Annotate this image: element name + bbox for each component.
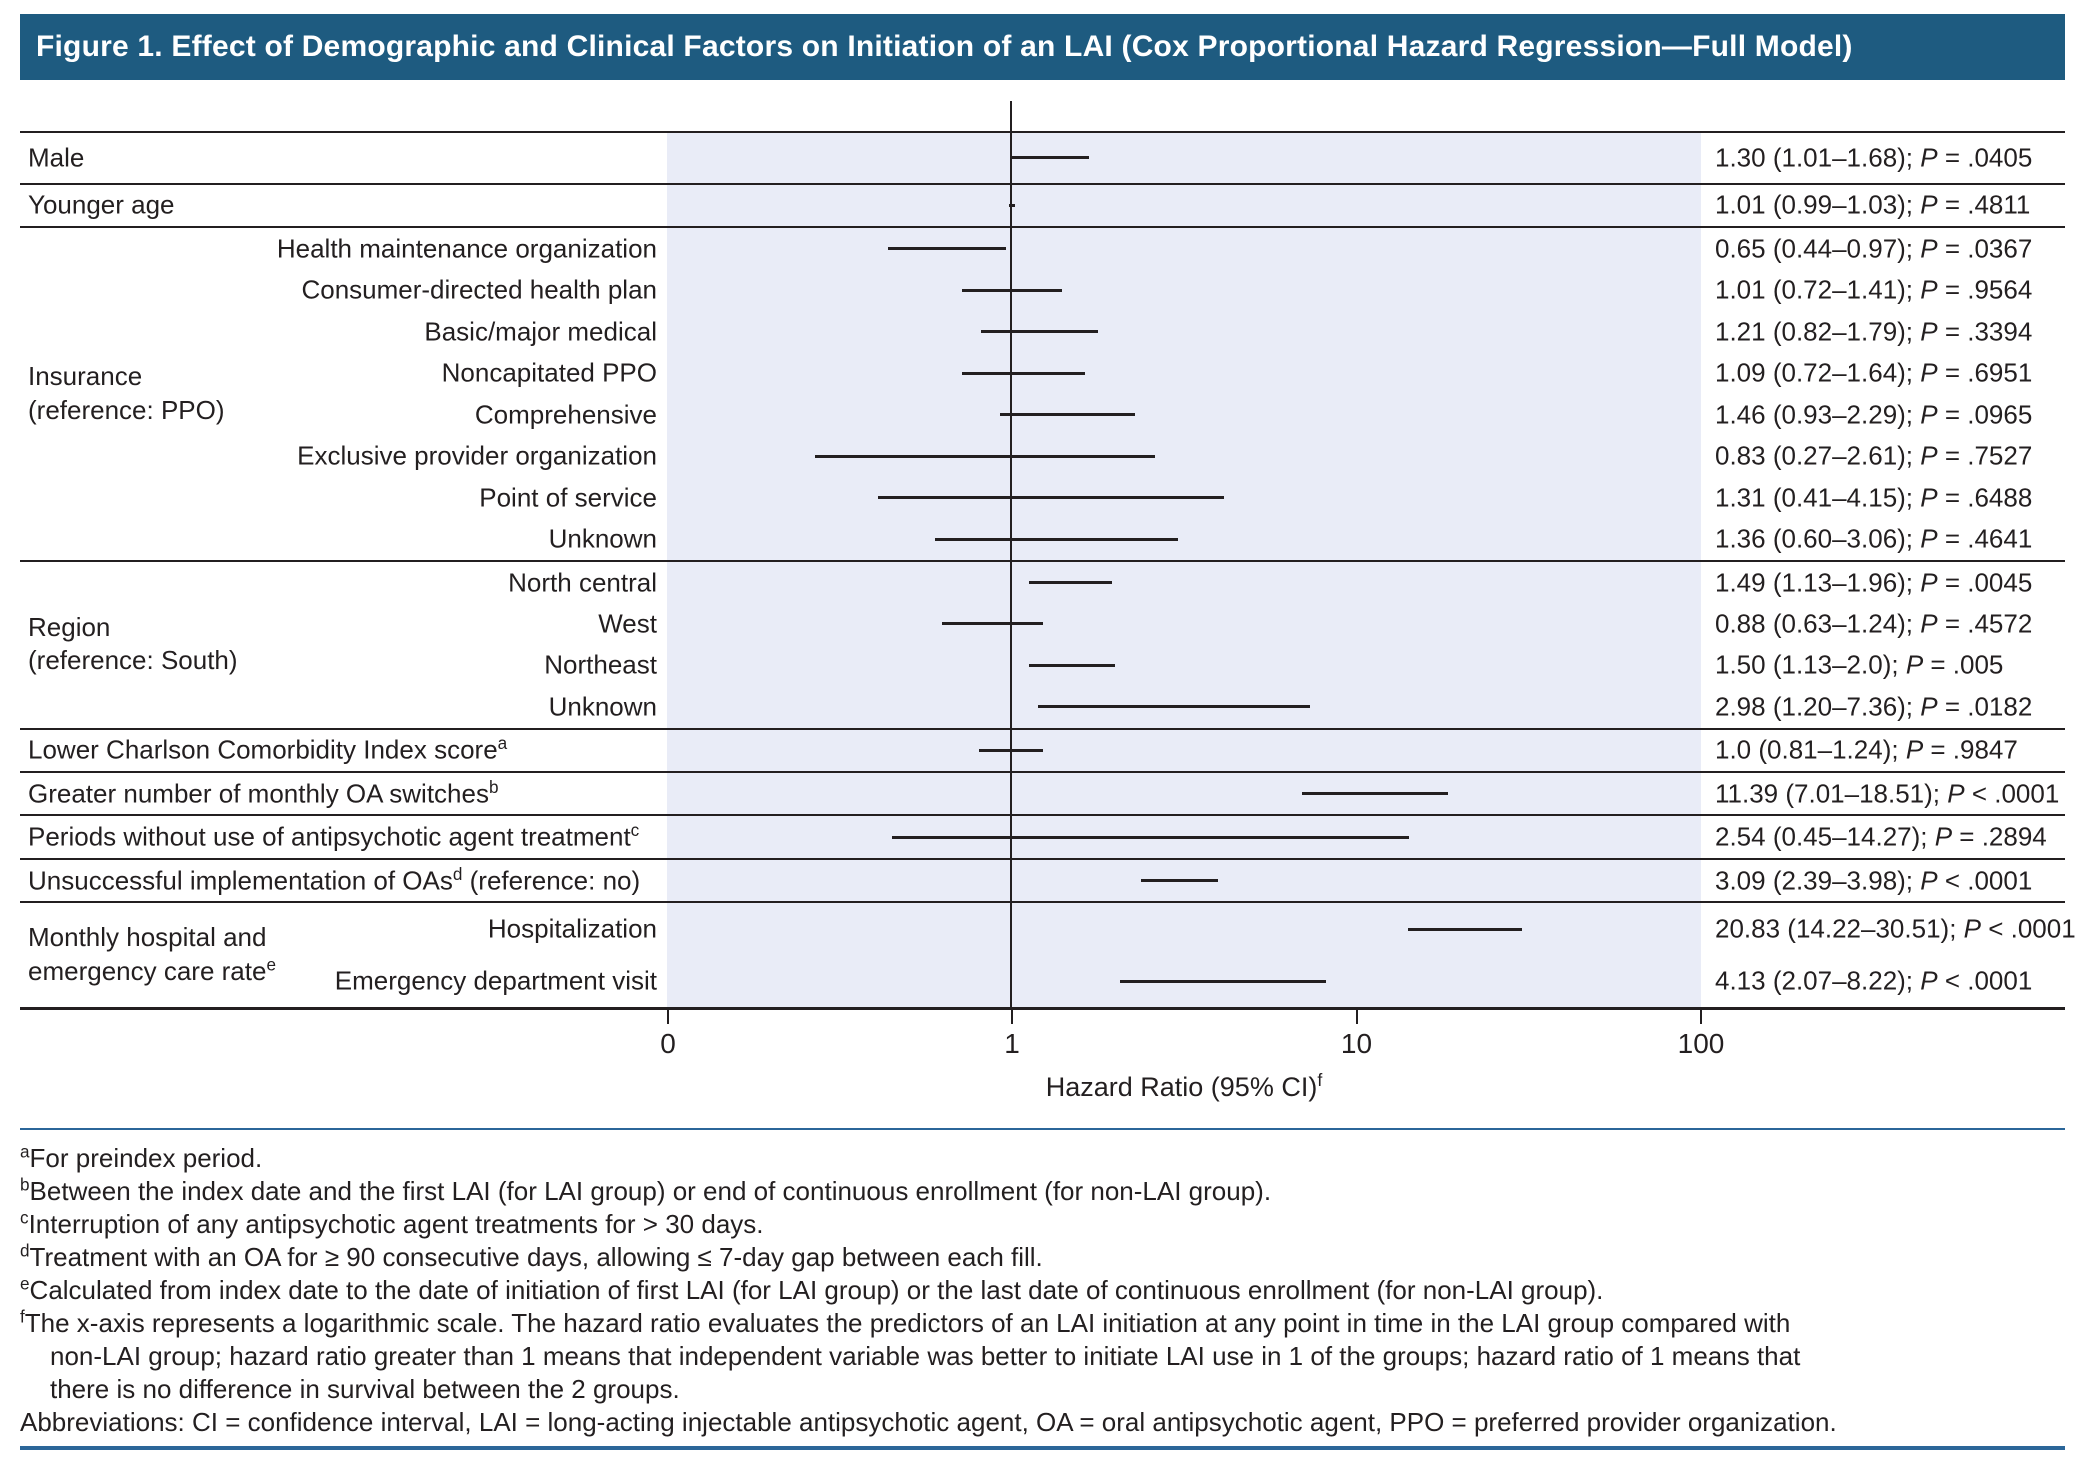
axis-tick (1011, 1010, 1013, 1024)
stat-text: 1.31 (0.41–4.15); P = .6488 (1715, 482, 2033, 513)
row-label: Point of service (479, 482, 657, 513)
group-label: Insurance (reference: PPO) (28, 361, 225, 425)
hr-marker (979, 611, 1005, 637)
stat-text: 0.88 (0.63–1.24); P = .4572 (1715, 608, 2033, 639)
reference-line-hr1 (1010, 101, 1012, 1007)
stat-text: 2.98 (1.20–7.36); P = .0182 (1715, 691, 2033, 722)
divider-rule-bottom (20, 1446, 2065, 1450)
hr-marker (1059, 652, 1085, 678)
footnote-line: there is no difference in survival between the 2 groups. (50, 1374, 680, 1404)
row-label: West (598, 608, 657, 639)
axis-tick-label: 10 (1340, 1028, 1373, 1059)
forest-row (20, 860, 2065, 901)
forest-row (20, 903, 2076, 955)
divider-rule-top (20, 1128, 2065, 1130)
figure-title-bar (20, 14, 2065, 80)
row-label: Hospitalization (487, 913, 657, 944)
forest-plot (20, 131, 2076, 1010)
hr-marker (1038, 485, 1064, 511)
row-label: Emergency department visit (334, 965, 657, 996)
footnote-line: $^e$Calculated from index date to the date of initiation of first LAI (for LAI group) or the last date of continuous enrollment (for non-LAI group). (20, 1273, 1604, 1305)
forest-row (20, 773, 2065, 814)
stat-text: 1.0 (0.81–1.24); P = .9847 (1715, 734, 2018, 765)
forest-section (20, 226, 2065, 560)
hr-marker (1167, 868, 1193, 894)
hr-marker (1027, 319, 1053, 345)
forest-section (20, 133, 2065, 183)
axis-tick (667, 1010, 669, 1024)
stat-text: 1.30 (1.01–1.68); P = .0405 (1715, 142, 2033, 173)
hr-marker (1011, 360, 1037, 386)
footnote-line: $^a$For preindex period. (20, 1141, 263, 1173)
group-label: Region (reference: South) (28, 611, 238, 676)
forest-row (20, 270, 2065, 311)
row-label: Male (28, 142, 85, 173)
hr-marker (1055, 402, 1081, 428)
footnote-line: Abbreviations: CI = confidence interval, LAI = long-acting injectable antipsychotic agent, OA = oral antipsychotic agent, PPO = preferred provider organization. (20, 1407, 1837, 1437)
hr-marker (1137, 824, 1163, 850)
x-axis-title-sup: f (1317, 1070, 1323, 1090)
stat-text: 3.09 (2.39–3.98); P < .0001 (1715, 865, 2033, 896)
stat-text: 0.83 (0.27–2.61); P = .7527 (1715, 440, 2033, 471)
row-label: Unknown (548, 523, 657, 554)
forest-row (20, 686, 2065, 727)
hr-marker (999, 192, 1025, 218)
hr-marker (1210, 968, 1236, 994)
hr-marker (970, 443, 996, 469)
stat-text: 1.21 (0.82–1.79); P = .3394 (1715, 316, 2033, 347)
stat-text: 11.39 (7.01–18.51); P < .0001 (1715, 778, 2060, 809)
figure-title: Figure 1. Effect of Demographic and Clinical Factors on Initiation of an LAI (Cox Proportional Hazard Regression—Full Model) (36, 30, 1853, 63)
footnote-line: $^d$Treatment with an OA for ≥ 90 consecutive days, allowing ≤ 7-day gap between each fill. (20, 1240, 1043, 1272)
forest-row (20, 311, 2065, 352)
axis-tick-label: 1 (1004, 1028, 1020, 1059)
axis-tick (1700, 1010, 1702, 1024)
forest-section (20, 728, 2065, 771)
hr-marker (934, 236, 960, 262)
hr-marker (1362, 781, 1388, 807)
forest-row (20, 955, 2065, 1007)
forest-section (20, 901, 2076, 1007)
row-label: Noncapitated PPO (441, 357, 657, 388)
row-label: Lower Charlson Comorbidity Index score$^a$ (28, 733, 508, 765)
x-axis-title (667, 1072, 1701, 1103)
stat-text: 0.65 (0.44–0.97); P = .0367 (1715, 233, 2033, 264)
forest-row (20, 185, 2065, 226)
row-label: Younger age (28, 189, 175, 220)
stat-text: 1.46 (0.93–2.29); P = .0965 (1715, 399, 2033, 430)
row-label: Consumer-directed health plan (301, 274, 657, 305)
stat-text: 2.54 (0.45–14.27); P = .2894 (1715, 821, 2047, 852)
forest-row (20, 730, 2065, 771)
footnote-line: $^c$Interruption of any antipsychotic agent treatments for > 30 days. (20, 1207, 764, 1239)
hr-marker (1037, 145, 1063, 171)
forest-row (20, 133, 2065, 183)
hr-marker (998, 737, 1024, 763)
forest-row (20, 353, 2065, 394)
footnotes-block (20, 1142, 2065, 1439)
forest-section (20, 814, 2065, 857)
forest-row (20, 228, 2065, 269)
footnote-line: $^f$The x-axis represents a logarithmic scale. The hazard ratio evaluates the predictors of an LAI initiation at any point in time in the LAI group compared with (20, 1306, 1791, 1338)
forest-row (20, 603, 2065, 644)
stat-text: 1.09 (0.72–1.64); P = .6951 (1715, 357, 2033, 388)
row-label: Greater number of monthly OA switches$^b$ (28, 776, 499, 809)
forest-section (20, 858, 2065, 901)
forest-row (20, 394, 2065, 435)
row-label: Comprehensive (474, 399, 657, 430)
row-label: Exclusive provider organization (297, 440, 657, 471)
hr-marker (999, 277, 1025, 303)
row-label: Northeast (544, 649, 657, 680)
forest-rows (20, 133, 2076, 1007)
stat-text: 1.36 (0.60–3.06); P = .4641 (1715, 523, 2033, 554)
forest-row (20, 562, 2065, 603)
footnote-line: $^b$Between the index date and the first LAI (for LAI group) or end of continuous enrollment (for non-LAI group). (20, 1174, 1272, 1206)
axis-tick-label: 100 (1677, 1028, 1725, 1059)
forest-row (20, 518, 2065, 559)
stat-text: 1.50 (1.13–2.0); P = .005 (1715, 649, 2004, 680)
hr-marker (1161, 694, 1187, 720)
stat-text: 1.01 (0.99–1.03); P = .4811 (1715, 189, 2031, 220)
forest-row (20, 816, 2065, 857)
footnote-line: non-LAI group; hazard ratio greater than 1 means that independent variable was better to initiate LAI use in 1 of the groups; hazard ratio of 1 means that (50, 1341, 1801, 1371)
hr-marker (1044, 526, 1070, 552)
hr-marker (1058, 570, 1084, 596)
forest-section (20, 560, 2065, 728)
stat-text: 4.13 (2.07–8.22); P < .0001 (1715, 965, 2033, 996)
group-label: Monthly hospital and emergency care rate$^e$ (28, 922, 276, 987)
x-axis-title-text: Hazard Ratio (95% CI) (1045, 1072, 1318, 1102)
forest-row (20, 477, 2065, 518)
forest-row (20, 435, 2065, 476)
axis-tick-label: 0 (660, 1028, 676, 1059)
row-label: North central (508, 567, 657, 597)
stat-text: 1.49 (1.13–1.96); P = .0045 (1715, 567, 2033, 597)
row-label: Unsuccessful implementation of OAs$^d$ (reference: no) (28, 863, 641, 896)
forest-section (20, 183, 2065, 226)
stat-text: 1.01 (0.72–1.41); P = .9564 (1715, 274, 2033, 305)
forest-section (20, 771, 2065, 814)
axis-tick (1356, 1010, 1358, 1024)
row-label: Health maintenance organization (276, 233, 657, 264)
row-label: Unknown (548, 691, 657, 722)
row-label: Periods without use of antipsychotic agent treatment$^c$ (28, 820, 640, 852)
forest-row (20, 645, 2065, 686)
hr-marker (1452, 916, 1478, 942)
row-label: Basic/major medical (424, 316, 657, 347)
stat-text: 20.83 (14.22–30.51); P < .0001 (1715, 913, 2076, 944)
